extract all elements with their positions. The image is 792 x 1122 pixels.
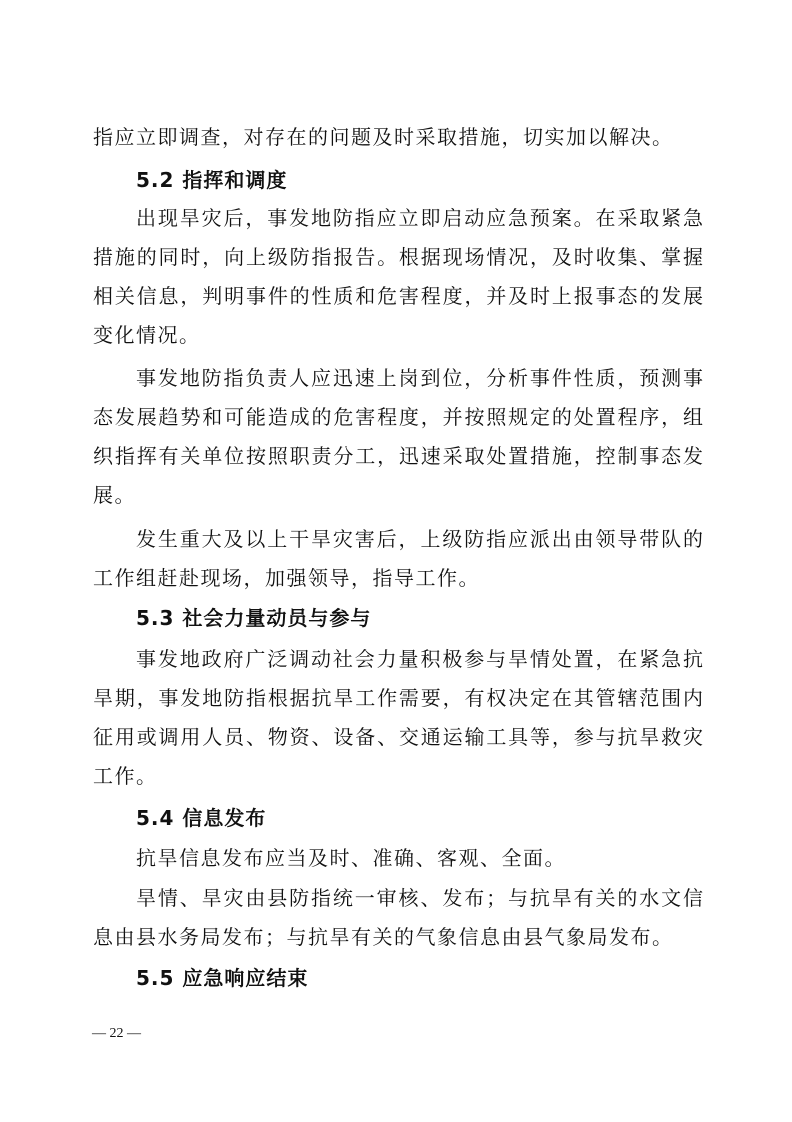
paragraph-line: 事发地防指负责人应迅速上岗到位，分析事件性质，预测事 [136, 366, 703, 390]
paragraph-line: 征用或调用人员、物资、设备、交通运输工具等，参与抗旱救灾 [93, 725, 703, 749]
paragraph-line: 发生重大及以上干旱灾害后，上级防指应派出由领导带队的 [136, 527, 703, 551]
paragraph-line: 出现旱灾后，事发地防指应立即启动应急预案。在采取紧急 [136, 206, 703, 230]
paragraph-line: 息由县水务局发布；与抗旱有关的气象信息由县气象局发布。 [93, 925, 674, 949]
paragraph-line: 织指挥有关单位按照职责分工，迅速采取处置措施，控制事态发 [93, 444, 703, 468]
section-heading-5-5: 5.5 应急响应结束 [136, 966, 309, 990]
section-heading-5-2: 5.2 指挥和调度 [136, 168, 288, 192]
paragraph-line: 展。 [93, 483, 136, 507]
paragraph-line: 相关信息，判明事件的性质和危害程度，并及时上报事态的发展 [93, 284, 703, 308]
paragraph-line: 措施的同时，向上级防指报告。根据现场情况，及时收集、掌握 [93, 245, 703, 269]
paragraph-line: 态发展趋势和可能造成的危害程度，并按照规定的处置程序，组 [93, 405, 703, 429]
paragraph-line: 旱情、旱灾由县防指统一审核、发布；与抗旱有关的水文信 [136, 886, 703, 910]
section-heading-5-4: 5.4 信息发布 [136, 806, 267, 830]
paragraph-line: 旱期，事发地防指根据抗旱工作需要，有权决定在其管辖范围内 [93, 686, 703, 710]
paragraph-line: 事发地政府广泛调动社会力量积极参与旱情处置，在紧急抗 [136, 647, 703, 671]
paragraph-line: 抗旱信息发布应当及时、准确、客观、全面。 [136, 846, 566, 870]
paragraph-line: 变化情况。 [93, 323, 201, 347]
page-number: — 22 — [92, 1026, 141, 1041]
paragraph-line: 工作。 [93, 764, 158, 788]
section-heading-5-3: 5.3 社会力量动员与参与 [136, 606, 372, 630]
paragraph-line: 工作组赶赴现场，加强领导，指导工作。 [93, 566, 480, 590]
paragraph-continuation-line: 指应立即调查，对存在的问题及时采取措施，切实加以解决。 [93, 125, 674, 149]
